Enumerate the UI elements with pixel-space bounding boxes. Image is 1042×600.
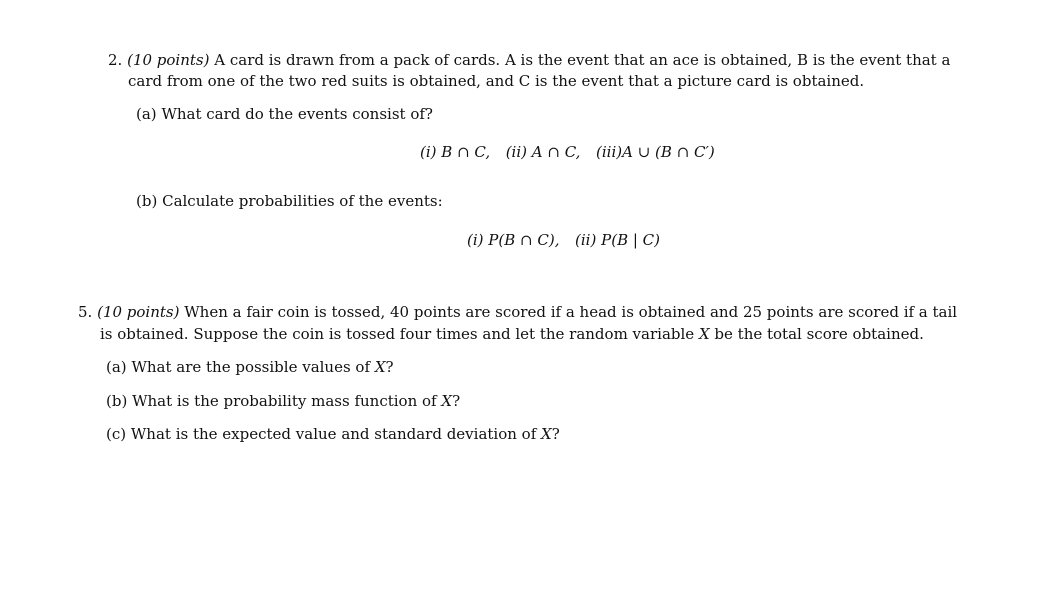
q2-part-b [136, 191, 443, 211]
q5-part-a-end: ? [385, 358, 394, 376]
q5-part-a [106, 357, 394, 377]
q5-line-2 [100, 324, 924, 344]
q5-part-a-label: (a) [106, 358, 127, 376]
formula-a-ii-expr: A ∩ C, [531, 143, 581, 161]
q5-part-a-var: X [374, 358, 386, 376]
formula-a-i-expr: B ∩ C, [441, 143, 491, 161]
q5-part-c-label: (c) [106, 425, 127, 443]
q5-number: 5. [78, 303, 93, 321]
formula-b-ii-label: (ii) [575, 231, 597, 249]
q2-line-1 [108, 50, 950, 70]
formula-a-i-label: (i) [420, 143, 437, 161]
q2-text-line-2: card from one of the two red suits is obtained, and C is the event that a picture card is obtained. [128, 72, 865, 90]
q2-text-line-1: A card is drawn from a pack of cards. A is the event that an ace is obtained, B is the event that a [214, 51, 951, 69]
q5-part-c-end: ? [551, 425, 560, 443]
q2-line-2 [128, 71, 864, 91]
q2-part-b-text: Calculate probabilities of the events: [162, 192, 443, 210]
q2-part-a [136, 104, 433, 124]
q5-part-a-text: What are the possible values of [131, 358, 371, 376]
q5-part-b-text: What is the probability mass function of [132, 392, 437, 410]
q2-points: (10 points) [127, 51, 210, 69]
q5-var-x: X [698, 325, 710, 343]
q5-points: (10 points) [97, 303, 180, 321]
q5-part-b-var: X [441, 392, 453, 410]
q5-line-1 [78, 302, 957, 322]
q5-text-line-2a: is obtained. Suppose the coin is tossed four times and let the random variable [100, 325, 695, 343]
q2-number: 2. [108, 51, 123, 69]
q2-part-a-label: (a) [136, 105, 157, 123]
formula-a-iii-label: (iii) [596, 143, 623, 161]
q2-part-a-text: What card do the events consist of? [161, 105, 433, 123]
q2-part-b-formula [467, 230, 660, 250]
formula-b-i-expr: P(B ∩ C), [488, 231, 560, 249]
formula-b-i-label: (i) [467, 231, 484, 249]
q2-part-b-label: (b) [136, 192, 158, 210]
q5-text-line-1: When a fair coin is tossed, 40 points are scored if a head is obtained and 25 points are scored if a tail [184, 303, 958, 321]
q5-part-b-label: (b) [106, 392, 128, 410]
formula-a-ii-label: (ii) [505, 143, 528, 161]
q5-text-line-2b: be the total score obtained. [714, 325, 924, 343]
formula-b-ii-expr: P(B | C) [601, 231, 661, 249]
q5-part-b-end: ? [452, 392, 461, 410]
q5-part-c-text: What is the expected value and standard deviation of [130, 425, 537, 443]
q5-part-c [106, 424, 560, 444]
q5-part-c-var: X [541, 425, 552, 443]
q5-part-b [106, 391, 460, 411]
formula-a-iii-expr: A ∪ (B ∩ C′) [622, 143, 715, 161]
q2-part-a-formula [420, 142, 715, 162]
